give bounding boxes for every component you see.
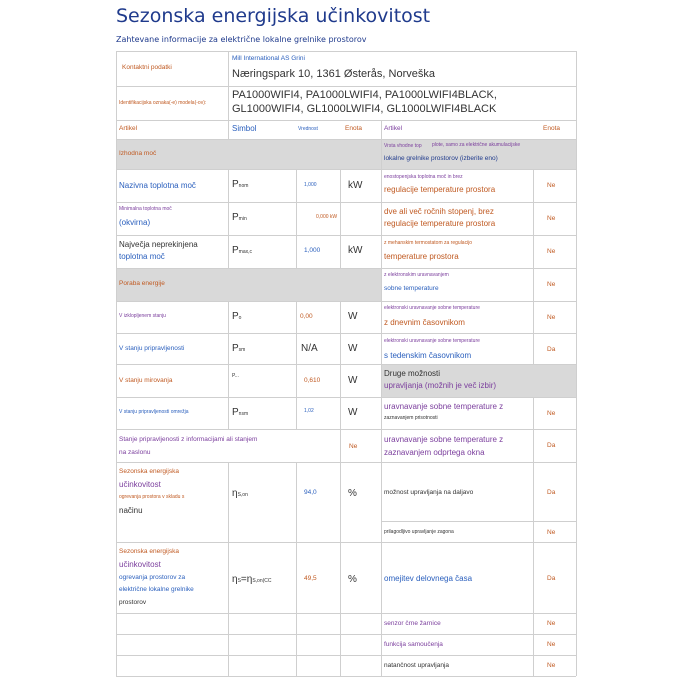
grid-line	[116, 51, 117, 676]
col-header-item-right: Artikel	[384, 125, 403, 132]
max-label-1: Največja neprekinjena	[119, 240, 198, 249]
r10-label: prilagodljivo upravljanje zagona	[384, 529, 454, 535]
company-address: Næringspark 10, 1361 Østerås, Norveška	[232, 68, 435, 80]
r1-line-a: enostopenjska toplotna moč in brez	[384, 174, 463, 180]
grid-line	[533, 169, 534, 364]
r9-label: možnost upravljanja na daljavo	[384, 489, 474, 496]
r5-value: Ne	[547, 314, 556, 321]
r14-label: natančnost upravljanja	[384, 662, 450, 669]
r3-line-b: temperature prostora	[384, 252, 459, 261]
r4-value: Ne	[547, 281, 556, 288]
col-header-item: Artikel	[119, 125, 138, 132]
model-label: Identifikacijska oznaka(-e) modela(-ov):	[119, 100, 207, 106]
page-subtitle: Zahtevane informacije za električne lokalne grelnike prostorov	[116, 35, 367, 44]
nominal-value: 1,000	[304, 182, 317, 188]
net-symbol: Pnsm	[232, 407, 249, 418]
eff2-label-3: ogrevanja prostorov za	[119, 574, 186, 581]
off-label: V izklopljenem stanju	[119, 313, 166, 319]
model-line-1: PA1000WIFI4, PA1000LWIFI4, PA1000LWIFI4BLACK,	[232, 89, 497, 101]
grid-line	[340, 301, 341, 462]
idle-symbol: P...	[232, 373, 239, 379]
grid-line	[228, 169, 229, 268]
eff2-label-1: Sezonska energijska	[119, 548, 179, 555]
page-title: Sezonska energijska učinkovitost	[116, 5, 431, 27]
r9-value: Da	[547, 489, 556, 496]
r14-value: Ne	[547, 662, 556, 669]
net-unit: W	[348, 407, 358, 418]
idle-unit: W	[348, 375, 358, 386]
r6-line-a: elektronski uravnavanje sobne temperature	[384, 338, 480, 344]
col-header-symbol: Simbol	[232, 124, 257, 133]
grid-line	[116, 333, 576, 334]
grid-line	[116, 462, 576, 463]
eff1-label-1: Sezonska energijska	[119, 468, 179, 475]
max-unit: kW	[348, 245, 363, 256]
eff1-label-3: ogrevanja prostora v skladu s	[119, 494, 185, 500]
r13-value: Ne	[547, 641, 556, 648]
min-label-2: (okvirna)	[119, 218, 151, 227]
r7-value: Ne	[547, 410, 556, 417]
grid-line	[296, 462, 297, 676]
grid-line	[116, 169, 576, 170]
grid-line	[533, 397, 534, 676]
company-name: Mill International AS Grini	[232, 55, 305, 62]
grid-line	[381, 120, 382, 676]
r13-label: funkcija samoučenja	[384, 641, 443, 648]
r6-value: Da	[547, 346, 556, 353]
r10-value: Ne	[547, 529, 556, 536]
eff2-label-4: električne lokalne grelnike	[119, 586, 194, 593]
grid-line	[116, 268, 576, 269]
r4-line-c: sobne temperature	[384, 285, 439, 292]
net-label: V stanju pripravljenosti omrežja	[119, 409, 189, 415]
idle-label: V stanju mirovanja	[119, 377, 173, 384]
r5-line-a: elektronski uravnavanje sobne temperature	[384, 305, 480, 311]
eff2-value: 49,5	[304, 575, 317, 582]
grid-line	[576, 51, 577, 676]
r3-value: Ne	[547, 248, 556, 255]
r7-line-a: uravnavanje sobne temperature z	[384, 402, 504, 411]
col-header-unit-right: Enota	[543, 125, 560, 132]
max-symbol: Pmax,c	[232, 245, 253, 256]
grid-line	[116, 139, 576, 140]
eff2-unit: %	[348, 574, 357, 585]
r8-line-a: uravnavanje sobne temperature z	[384, 435, 504, 444]
idle-value: 0,610	[304, 377, 321, 384]
contact-label: Kontaktni podatki	[122, 64, 172, 71]
type-title-b: plote, samo za električne akumulacijske	[432, 142, 521, 148]
standby-label: V stanju pripravljenosti	[119, 345, 185, 352]
grid-line	[116, 301, 576, 302]
display-label-2: na zaslonu	[119, 449, 151, 456]
eff2-label-2: učinkovitost	[119, 560, 161, 569]
r6-line-b: s tedenskim časovnikom	[384, 351, 472, 360]
type-title-a: Vrsta vhodne top	[384, 143, 422, 149]
r12-label: senzor črne žarnice	[384, 620, 441, 627]
off-symbol: Po	[232, 311, 242, 322]
eff1-symbol: ηS,on	[232, 488, 248, 499]
type-title-c: lokalne grelnike prostorov (izberite eno)	[384, 155, 498, 162]
grid-line	[296, 301, 297, 429]
grid-line	[116, 429, 576, 430]
grid-line	[116, 51, 576, 52]
nominal-symbol: Pnom	[232, 179, 249, 190]
r1-value: Ne	[547, 182, 556, 189]
grid-line	[116, 202, 576, 203]
grid-line	[116, 634, 576, 635]
display-value: Ne	[349, 443, 358, 450]
display-label-1: Stanje pripravljenosti z informacijami ali stanjem	[119, 436, 258, 443]
r11-label: omejitev delovnega časa	[384, 574, 473, 583]
r2-line-b: regulacije temperature prostora	[384, 219, 496, 228]
off-value: 0,00	[300, 313, 313, 320]
grid-line	[116, 235, 576, 236]
grid-line	[116, 86, 576, 87]
eff2-label-5: prostorov	[119, 599, 147, 606]
off-unit: W	[348, 311, 358, 322]
col-header-unit: Enota	[345, 125, 362, 132]
r2-value: Ne	[547, 215, 556, 222]
grid-line	[381, 521, 576, 522]
section-aux: Poraba energije	[119, 280, 165, 287]
grid-line	[116, 364, 576, 365]
other-title-a: Druge možnosti	[384, 369, 441, 378]
grid-line	[296, 169, 297, 268]
grid-line	[116, 613, 576, 614]
max-value: 1,000	[304, 247, 321, 254]
standby-value: N/A	[301, 343, 318, 354]
eff1-label-4: načinu	[119, 506, 143, 515]
grid-line	[340, 462, 341, 676]
grid-line	[116, 542, 576, 543]
r8-line-b: zaznavanjem odprtega okna	[384, 448, 485, 457]
r3-line-a: z mehanskim termostatom za regulacijo	[384, 240, 473, 246]
eff2-symbol: ηS=ηS,on(CC	[232, 574, 272, 585]
other-title-b: upravljanja (možnih je več izbir)	[384, 381, 497, 390]
net-value: 1,02	[304, 408, 314, 414]
r5-line-b: z dnevnim časovnikom	[384, 318, 465, 327]
section-heat-output: Izhodna moč	[119, 150, 157, 157]
min-value: 0,000 kW	[316, 214, 338, 220]
model-line-2: GL1000WIFI4, GL1000LWIFI4, GL1000LWIFI4BLACK	[232, 103, 497, 115]
r1-line-b: regulacije temperature prostora	[384, 185, 496, 194]
standby-symbol: Psm	[232, 343, 246, 354]
r11-value: Da	[547, 575, 556, 582]
grid-line	[116, 655, 576, 656]
eff1-value: 94,0	[304, 489, 317, 496]
grid-line	[116, 676, 576, 677]
r8-value: Da	[547, 442, 556, 449]
standby-unit: W	[348, 343, 358, 354]
grid-line	[228, 51, 229, 139]
grid-line	[116, 120, 576, 121]
nominal-label: Nazivna toplotna moč	[119, 181, 196, 190]
r12-value: Ne	[547, 620, 556, 627]
eff1-label-2: učinkovitost	[119, 480, 161, 489]
nominal-unit: kW	[348, 180, 363, 191]
col-header-value: Vrednost	[298, 126, 318, 132]
min-symbol: Pmin	[232, 212, 247, 223]
max-label-2: toplotna moč	[119, 252, 165, 261]
r7-line-b: zaznavanjem prisotnosti	[384, 415, 438, 421]
r4-line-a: z elektronskim uravnavanjem	[384, 272, 449, 278]
eff1-unit: %	[348, 488, 357, 499]
grid-line	[228, 462, 229, 676]
grid-line	[116, 397, 576, 398]
grid-line	[228, 301, 229, 429]
grid-line	[340, 169, 341, 268]
min-label-1: Minimalna toplotna moč	[119, 206, 172, 212]
r2-line-a: dve ali več ročnih stopenj, brez	[384, 207, 494, 216]
